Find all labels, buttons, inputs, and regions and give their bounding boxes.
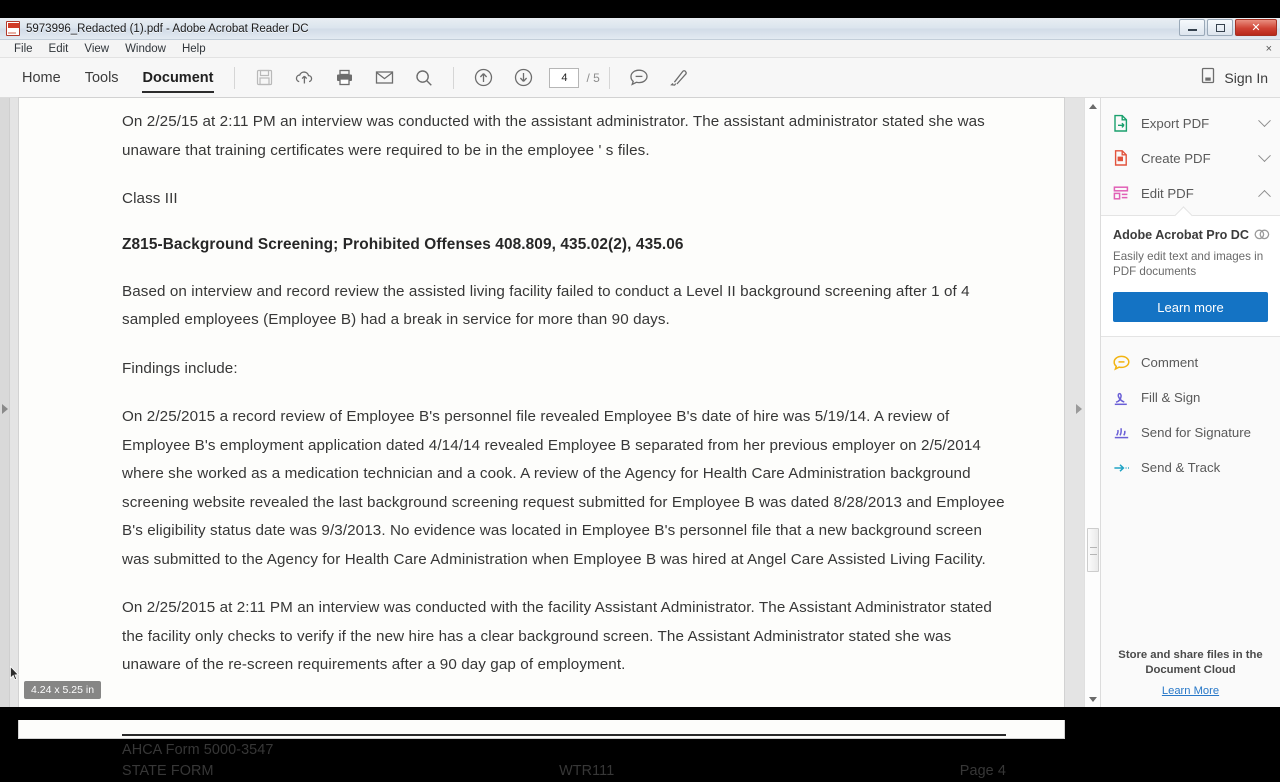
close-document-icon[interactable]: × [1265,42,1272,55]
document-cloud-promo [1101,648,1280,699]
tools-panel [1100,98,1280,707]
mouse-cursor [10,666,19,681]
tool-fill-sign-label: Fill & Sign [1141,390,1201,405]
page-number-input[interactable]: 4 [549,68,579,88]
scroll-thumb[interactable] [1087,528,1099,572]
send-track-icon [1111,458,1131,478]
footer-divider [122,734,1006,736]
tool-create-pdf-label: Create PDF [1141,151,1211,166]
menu-item-window[interactable]: Window [125,42,166,55]
doc-heading: Z815-Background Screening; Prohibited Offenses 408.809, 435.02(2), 435.06 [122,235,684,253]
save-icon[interactable] [249,63,279,93]
footer-page-label: Page 4 [959,763,1006,779]
pdf-page-content [19,98,1064,782]
footer-line-1 [122,740,1006,761]
page-size-badge: 4.24 x 5.25 in [24,681,101,699]
cloud-promo-line-1: Store and share files in the [1118,649,1263,661]
pen-sign-icon [1111,388,1131,408]
doc-class-label: Class III [122,190,178,207]
tool-edit-pdf[interactable] [1101,176,1280,211]
doc-paragraph-record-review: On 2/25/2015 a record review of Employee B's personnel file revealed Employee B's date of hire was 5/19/14. A review of Employee B's employment application dated 4/14/14 revealed Employee B separated from her previous employer on 2/5/2014 where she worked as a medication technician and a cook. A review of the Agency for Health Care Administration background screening website revealed the last background screening request submitted for Employee B was dated 8/28/2013 and Employee B's eligibility status date was 9/3/2013. No evidence was located in Employee B's personnel file that a new background screen was submitted to the Agency for Health Care Administration when Employee B was hired at Angel Care Assisted Living Facility. [122,408,1005,568]
learn-more-button[interactable]: Learn more [1113,292,1268,322]
print-icon[interactable] [329,63,359,93]
arrow-down-circle-icon[interactable] [508,63,538,93]
window-controls [1179,19,1277,36]
scroll-up-arrow-icon[interactable] [1085,98,1101,114]
chevron-down-icon-2[interactable] [1258,149,1271,162]
doc-paragraph-interview: On 2/25/2015 at 2:11 PM an interview was conducted with the facility Assistant Administrator. The Assistant Administrator stated the facility only checks to verify if the new hire has a clear background screen. The Assistant Administrator stated she was unaware of the re-screen requirements after a 90 day gap of employment. [122,599,992,673]
tool-comment-label: Comment [1141,355,1199,370]
pdf-page [19,98,1064,779]
highlight-icon[interactable] [664,63,694,93]
send-signature-icon [1111,423,1131,443]
title-bar [0,18,1280,40]
arrow-up-circle-icon[interactable] [468,63,498,93]
cloud-learn-more-link[interactable]: Learn More [1161,685,1220,697]
document-viewport[interactable] [10,98,1084,779]
tool-send-track[interactable] [1101,450,1280,485]
acrobat-window [0,18,1280,779]
tab-document[interactable]: Document [131,58,226,98]
menu-item-view[interactable]: View [84,42,110,55]
workspace [0,98,1280,779]
letterbox-top [0,0,1280,18]
window-title: 5973996_Redacted (1).pdf - Adobe Acrobat Reader DC [26,22,309,35]
toolbar-divider-3 [609,67,610,89]
footer-state-form: STATE FORM [122,763,214,779]
comment-icon[interactable] [624,63,654,93]
vertical-scrollbar[interactable] [1084,98,1100,707]
tool-create-pdf[interactable] [1101,141,1280,176]
doc-findings-label: Findings include: [122,359,238,377]
tool-send-track-label: Send & Track [1141,460,1221,475]
cloud-promo-line-2: Document Cloud [1145,664,1236,676]
menu-item-edit[interactable]: Edit [48,42,69,55]
acrobat-pro-promo [1101,215,1280,337]
restore-button[interactable] [1207,19,1233,36]
tool-send-signature[interactable] [1101,415,1280,450]
pdf-file-icon [6,21,20,36]
sign-in-label: Sign In [1224,69,1268,86]
tool-send-signature-label: Send for Signature [1141,425,1251,440]
toolbar-divider-2 [453,67,454,89]
scroll-down-arrow-icon[interactable] [1085,691,1101,707]
toolbar-divider [234,67,235,89]
layers-icon [1253,227,1271,243]
menu-item-file[interactable]: File [14,42,33,55]
search-icon[interactable] [409,63,439,93]
footer-form-number: AHCA Form 5000-3547 [122,742,274,758]
doc-paragraph-basis: Based on interview and record review the assisted living facility failed to conduct a Level II background screening after 1 of 4 sampled employees (Employee B) had a break in service for more than 90 days. [122,282,970,328]
minimize-button[interactable] [1179,19,1205,36]
sign-in-icon [1200,67,1216,89]
tool-comment[interactable] [1101,345,1280,380]
tool-edit-pdf-label: Edit PDF [1141,186,1194,201]
promo-title: Adobe Acrobat Pro DC [1113,228,1249,242]
chevron-up-icon[interactable] [1258,190,1271,203]
collapse-right-panel-icon[interactable] [1076,404,1082,414]
panel-top-gap [1101,98,1280,106]
sign-in-area[interactable] [1200,67,1268,89]
main-toolbar [0,58,1280,98]
menu-bar [0,40,1280,58]
chevron-down-icon[interactable] [1258,114,1271,127]
upload-cloud-icon[interactable] [289,63,319,93]
page-total-label: / 5 [586,70,600,85]
promo-description: Easily edit text and images in PDF documents [1113,250,1264,278]
export-pdf-icon [1111,114,1131,134]
edit-pdf-icon [1111,184,1131,204]
doc-paragraph-intro: On 2/25/15 at 2:11 PM an interview was conducted with the assistant administrator. The assistant administrator stated she was unaware that training certificates were required to be in the employee ' s files. [122,113,985,159]
tool-export-pdf[interactable] [1101,106,1280,141]
tool-export-pdf-label: Export PDF [1141,116,1210,131]
letterbox-bottom [0,707,1280,720]
left-panel-toggle[interactable] [0,98,10,707]
tab-home[interactable]: Home [22,69,61,86]
email-icon[interactable] [369,63,399,93]
create-pdf-icon [1111,149,1131,169]
panel-mid-gap [1101,337,1280,345]
tab-tools[interactable]: Tools [84,69,119,86]
expand-left-panel-icon [2,404,8,414]
footer-line-2 [122,761,1006,782]
footer-center-code: WTR111 [559,763,615,779]
tool-fill-sign[interactable] [1101,380,1280,415]
close-button[interactable]: ✕ [1235,19,1277,36]
menu-item-help[interactable]: Help [181,42,206,55]
comment-bubble-icon [1111,353,1131,373]
